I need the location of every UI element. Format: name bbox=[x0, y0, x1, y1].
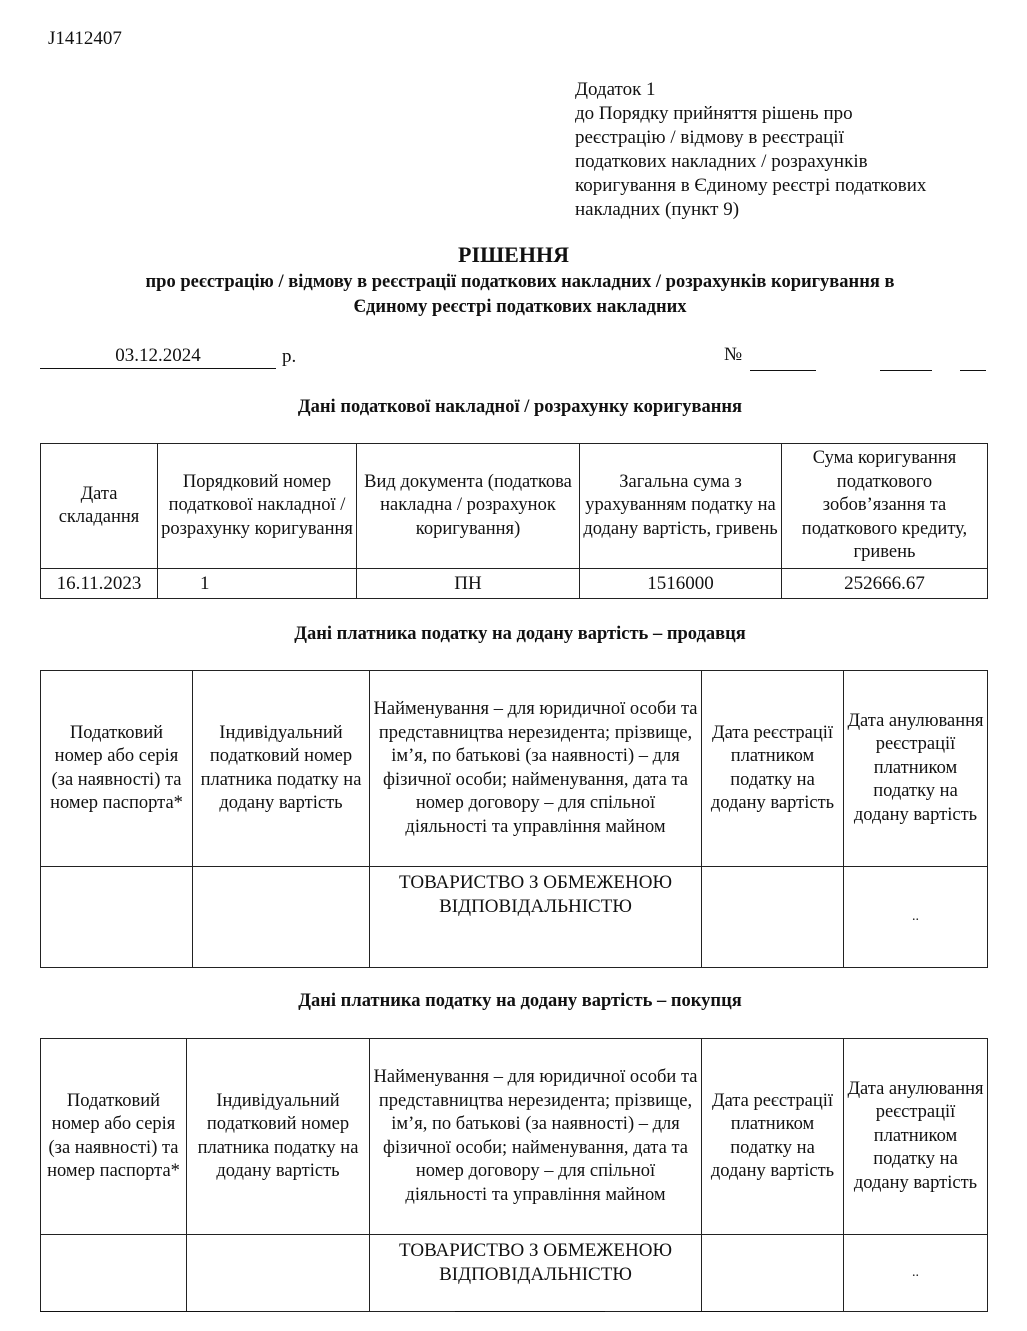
appendix-line: податкових накладних / розрахунків bbox=[575, 151, 868, 172]
buyer-registration-date bbox=[702, 1235, 844, 1312]
seller-name: ТОВАРИСТВО З ОБМЕЖЕНОЮ ВІДПОВІДАЛЬНІСТЮ bbox=[370, 867, 702, 968]
seller-registration-date bbox=[702, 867, 844, 968]
seller-tax-number bbox=[41, 867, 193, 968]
table-row bbox=[41, 867, 988, 968]
signature-line bbox=[640, 1311, 820, 1312]
appendix-line: до Порядку прийняття рішень про bbox=[575, 103, 853, 124]
table-header-row bbox=[41, 444, 988, 569]
buyer-tax-number bbox=[41, 1235, 187, 1312]
column-header: Найменування – для юридичної особи та представництва нерезидента; прізвище, ім’я, по батькові (за наявності) – для фізичної особи; найменування, дата та номер договору – для спільної діяльності та управління майном bbox=[370, 1039, 702, 1235]
buyer-name: ТОВАРИСТВО З ОБМЕЖЕНОЮ ВІДПОВІДАЛЬНІСТЮ bbox=[370, 1235, 702, 1312]
buyer-ipn bbox=[187, 1235, 370, 1312]
subtitle-line: про реєстрацію / відмову в реєстрації податкових накладних / розрахунків коригування в bbox=[145, 272, 895, 292]
table-row bbox=[41, 1235, 988, 1312]
appendix-note bbox=[575, 78, 926, 222]
section-title-invoice: Дані податкової накладної / розрахунку коригування bbox=[297, 397, 743, 417]
invoice-number: 1 bbox=[158, 569, 357, 599]
seller-table bbox=[40, 670, 988, 968]
appendix-line: накладних (пункт 9) bbox=[575, 199, 740, 220]
invoice-table bbox=[40, 443, 988, 599]
number-label: № bbox=[724, 344, 743, 365]
date-suffix: р. bbox=[282, 346, 297, 367]
column-header: Індивідуальний податковий номер платника податку на додану вартість bbox=[187, 1039, 370, 1235]
column-header: Дата анулювання реєстрації платником податку на додану вартість bbox=[844, 671, 988, 867]
table-header-row bbox=[41, 1039, 988, 1235]
number-underline bbox=[880, 370, 932, 371]
correction-amount: 252666.67 bbox=[782, 569, 988, 599]
buyer-cancellation-date: .. bbox=[844, 1235, 988, 1312]
signature-line bbox=[40, 1311, 220, 1312]
column-header: Найменування – для юридичної особи та представництва нерезидента; прізвище, ім’я, по батькові (за наявності) – для фізичної особи; найменування, дата та номер договору – для спільної діяльності та управління майном bbox=[370, 671, 702, 867]
appendix-line: Додаток 1 bbox=[575, 79, 656, 100]
column-header: Дата реєстрації платником податку на додану вартість bbox=[702, 1039, 844, 1235]
invoice-date: 16.11.2023 bbox=[41, 569, 158, 599]
column-header: Сума коригування податкового зобов’язання та податкового кредиту, гривень bbox=[782, 444, 988, 569]
seller-ipn bbox=[193, 867, 370, 968]
buyer-table bbox=[40, 1038, 988, 1312]
document-id: J1412407 bbox=[48, 28, 122, 49]
section-title-seller: Дані платника податку на додану вартість – продавця bbox=[294, 624, 746, 644]
column-header: Дата анулювання реєстрації платником податку на додану вартість bbox=[844, 1039, 988, 1235]
column-header: Дата складання bbox=[41, 444, 158, 569]
table-header-row bbox=[41, 671, 988, 867]
seller-cancellation-date: .. bbox=[844, 867, 988, 968]
appendix-line: коригування в Єдиному реєстрі податкових bbox=[575, 175, 927, 196]
document-title: РІШЕННЯ bbox=[458, 242, 569, 267]
section-title-buyer: Дані платника податку на додану вартість – покупця bbox=[298, 991, 742, 1011]
decision-date: 03.12.2024 bbox=[40, 345, 276, 369]
column-header: Податковий номер або серія (за наявності) та номер паспорта* bbox=[41, 1039, 187, 1235]
column-header: Податковий номер або серія (за наявності) та номер паспорта* bbox=[41, 671, 193, 867]
table-row bbox=[41, 569, 988, 599]
column-header: Дата реєстрації платником податку на додану вартість bbox=[702, 671, 844, 867]
column-header: Порядковий номер податкової накладної / розрахунку коригування bbox=[158, 444, 357, 569]
total-amount: 1516000 bbox=[580, 569, 782, 599]
signature-line bbox=[455, 1311, 605, 1312]
column-header: Вид документа (податкова накладна / розрахунок коригування) bbox=[357, 444, 580, 569]
number-underline bbox=[750, 370, 816, 371]
column-header: Загальна сума з урахуванням податку на додану вартість, гривень bbox=[580, 444, 782, 569]
subtitle-line: Єдиному реєстрі податкових накладних bbox=[353, 297, 687, 317]
appendix-line: реєстрацію / відмову в реєстрації bbox=[575, 127, 844, 148]
number-underline bbox=[960, 370, 986, 371]
document-subtitle bbox=[60, 270, 980, 320]
column-header: Індивідуальний податковий номер платника податку на додану вартість bbox=[193, 671, 370, 867]
document-type: ПН bbox=[357, 569, 580, 599]
